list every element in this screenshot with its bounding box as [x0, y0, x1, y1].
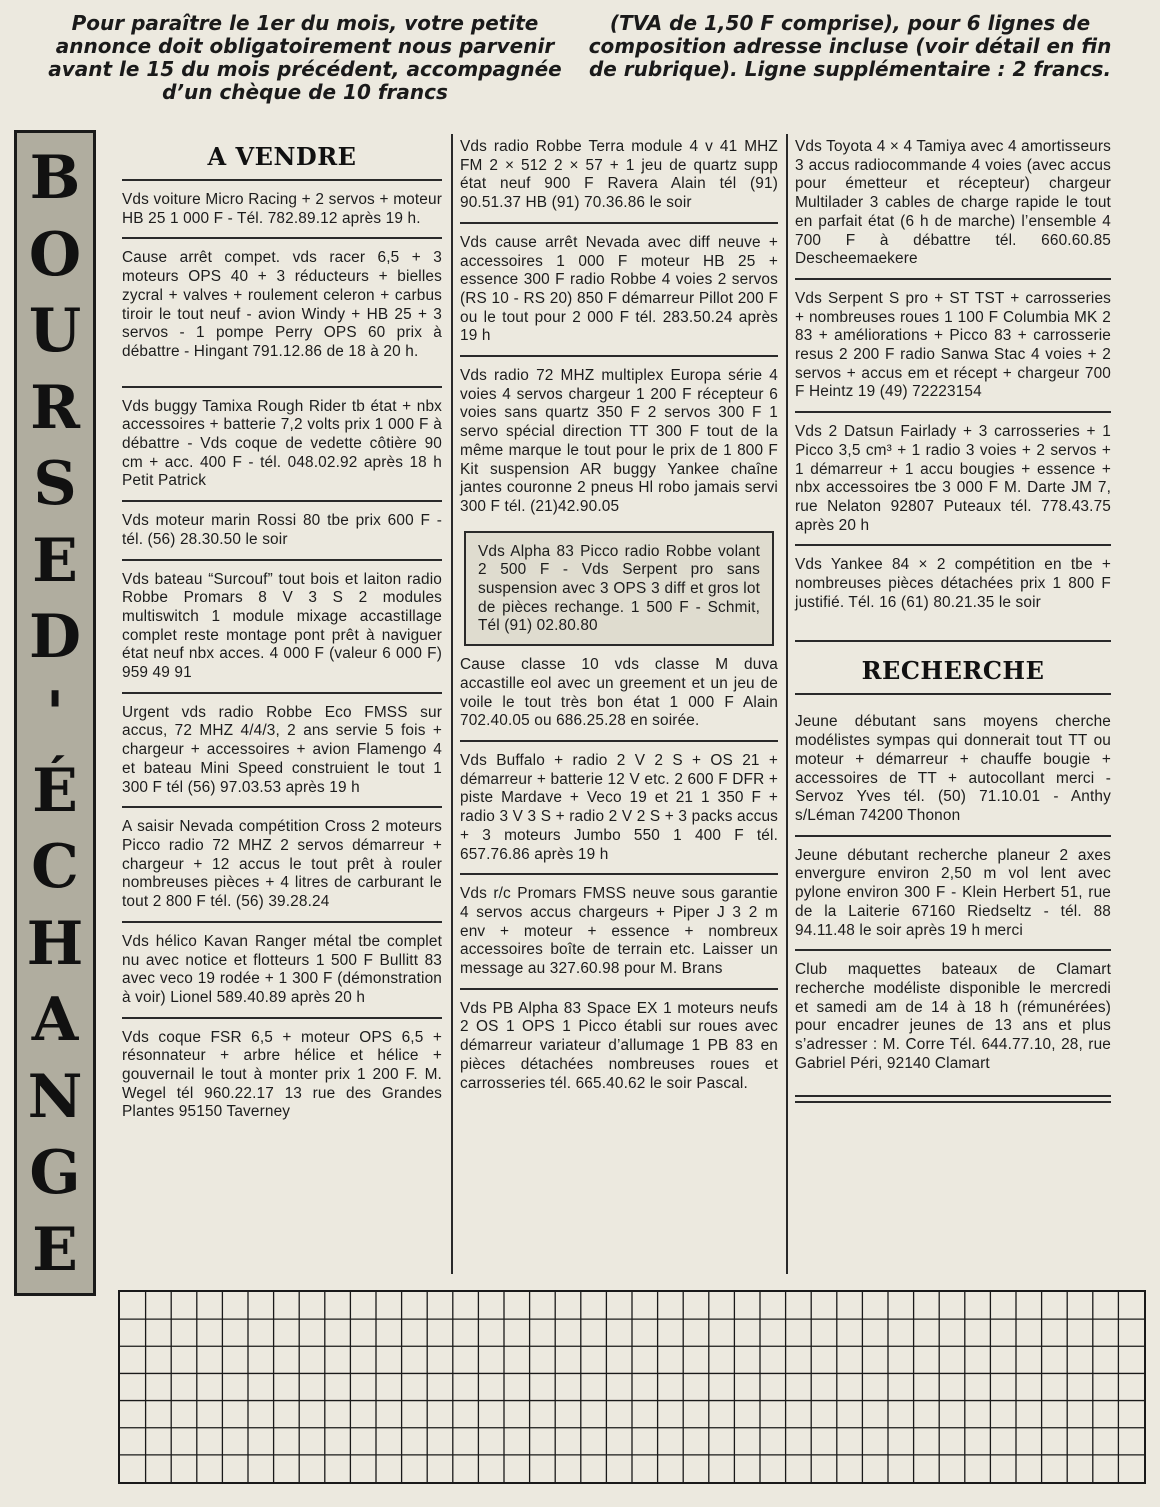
section-heading-recherche: RECHERCHE	[861, 656, 1045, 686]
separator	[460, 222, 778, 224]
column-divider	[786, 134, 788, 1274]
classified-ad: Cause classe 10 vds classe M duva accastille eol avec un greement et un jeu de voile le tout très bon état 1 000 F Alain 702.40.05 ou 686.25.28 en soirée.	[460, 656, 778, 730]
separator	[122, 500, 442, 502]
side-title-letter: A	[31, 985, 79, 1056]
classified-ad: Vds moteur marin Rossi 80 tbe prix 600 F - tél. (56) 28.30.50 le soir	[122, 512, 442, 548]
column-2	[460, 138, 778, 1093]
column-divider	[451, 134, 453, 1274]
classified-ad: Vds Alpha 83 Picco radio Robbe volant 2 500 F - Vds Serpent pro sans suspension avec 3 OPS 3 diff et gros lot de pièces rechange. 1 500 F - Schmit, Tél (91) 02.80.80	[478, 542, 760, 635]
classified-ad: Vds 2 Datsun Fairlady + 3 carrosseries + 1 Picco 3,5 cm³ + 1 radio 3 voies + 2 servos + 1 démarreur + 1 accu bougies + essence + nbx accessoires tbe 3 000 F M. Darte JM 7, rue Nelaton 92807 Puteaux tél. 778.43.75 après 20 h	[795, 423, 1111, 534]
classified-ad: Vds PB Alpha 83 Space EX 1 moteurs neufs 2 OS 1 OPS 1 Picco établi sur roues avec démarreur variateur d’allumage 1 PB 83 en pièces détachées nombreuses roues et carrosseries tél. 665.40.62 le soir Pascal.	[460, 999, 778, 1092]
framed-ad	[464, 531, 774, 647]
classified-ad: Vds Toyota 4 × 4 Tamiya avec 4 amortisseurs 3 accus radiocommande 4 voies (avec accus pour émetteur et récepteur) chargeur Multilader 3 cables de charge rapide le tout en parfait état (6 h de marche) l’ensemble 4 700 F à débattre tél. 660.60.85 Descheemaekere	[795, 138, 1111, 268]
side-title-letter: E	[32, 1214, 78, 1285]
separator	[795, 693, 1111, 695]
classified-ad: Vds radio 72 MHZ multiplex Europa série 4 voies 4 servos chargeur 1 200 F récepteur 6 voies sans quartz 350 F 2 servos 300 F 1 servo spécial direction TT 300 F tout de la même marque le tout pour le prix de 1 800 F Kit suspension AR buggy Yankee chaîne jantes couronne 2 pneus Hl robo jamais servi 300 F tél. (21)42.90.05	[460, 367, 778, 515]
grid-cells	[120, 1292, 1144, 1482]
entry-form-grid[interactable]	[118, 1290, 1146, 1484]
separator	[795, 411, 1111, 413]
section-heading-box	[795, 652, 1111, 691]
classified-ad: Vds r/c Promars FMSS neuve sous garantie 4 servos accus chargeurs + Piper J 3 2 m env + moteur + essence + nombreux accessoires boîte de terrain etc. Laisser un message au 327.60.98 pour M. Brans	[460, 885, 778, 978]
separator	[795, 835, 1111, 837]
separator	[460, 988, 778, 990]
intro-left: Pour paraître le 1er du mois, votre petite annonce doit obligatoirement nous parvenir avant le 15 du mois précédent, accompagnée d’un chèque de 10 francs	[48, 11, 562, 104]
side-title-letter: É	[32, 755, 78, 826]
double-rule	[795, 1095, 1111, 1097]
classified-ad: Jeune débutant sans moyens cherche modélistes sympas qui donnerait tout TT ou moteur + démarreur + chauffe bougie + accessoires de TT + autocollant merci - Servoz Yves tél. (50) 71.10.01 - Anthy s/Léman 74200 Thonon	[795, 713, 1111, 824]
classified-ad: Vds Buffalo + radio 2 V 2 S + OS 21 + démarreur + batterie 12 V etc. 2 600 F DFR + piste Mardave + Veco 19 et 21 1 350 F + radio 3 V 3 S + radio 2 V 2 S + 3 packs accus + 3 moteurs Jumbo 550 1 400 F tél. 657.76.86 après 19 h	[460, 751, 778, 863]
separator	[122, 179, 442, 181]
column-3	[795, 138, 1111, 1103]
classified-ad: Cause arrêt compet. vds racer 6,5 + 3 moteurs OPS 40 + 3 réducteurs + bielles zycral + valves + roulement celeron + carbus tiroir le tout neuf - avion Windy + HB 25 + 3 servos - 1 pompe Perry OPS 60 prix à débattre - Hingant 791.12.86 de 18 à 20 h.	[122, 249, 442, 360]
classified-ad: Club maquettes bateaux de Clamart recherche modéliste disponible le mercredi et samedi am de 14 à 18 h (rémunérées) pour encadrer jeunes de 13 ans et plus s’adresser : M. Corre Tél. 644.77.10, 28, rue Gabriel Péri, 92140 Clamart	[795, 961, 1111, 1072]
side-title-letter: U	[28, 296, 82, 367]
separator	[122, 1017, 442, 1019]
separator	[122, 921, 442, 923]
classified-ad: Vds coque FSR 6,5 + moteur OPS 6,5 + résonnateur + arbre hélice et hélice + gouvernail le tout à monter prix 1 200 F. M. Wegel tél 960.22.17 13 rue des Grandes Plantes 95150 Taverney	[122, 1028, 442, 1121]
side-title-letter: E	[32, 525, 78, 596]
separator	[795, 278, 1111, 280]
separator	[460, 873, 778, 875]
classified-ad: Vds bateau “Surcouf” tout bois et laiton radio Robbe Promars 8 V 3 S 2 modules multiswitch 1 module mixage accastillage complet reste montage pont prêt à naviguer état neuf nbx acces. 4 000 F (valeur 6 000 F) 959 49 91	[122, 570, 442, 682]
side-title-letter: '	[45, 678, 65, 749]
section-heading-box	[122, 138, 442, 177]
classified-ad: Vds Serpent S pro + ST TST + carrosseries + nombreuses roues 1 100 F Columbia MK 2 83 + améliorations + Picco 83 + carrosserie resus 2 200 F radio Sanwa Stac 4 voies + 2 servos + accus em et récept + chargeur 700 F Heintz 19 (49) 72223154	[795, 289, 1111, 401]
side-title-letter: G	[29, 1138, 81, 1209]
section-heading-a-vendre: A VENDRE	[207, 142, 357, 171]
separator	[122, 692, 442, 694]
side-title-letter: H	[26, 908, 84, 979]
column-1	[122, 138, 442, 1122]
separator	[122, 806, 442, 808]
side-title-letter: O	[28, 219, 82, 290]
separator	[460, 740, 778, 742]
classified-ad: Vds Yankee 84 × 2 compétition en tbe + nombreuses pièces détachées prix 1 800 F justifié. Tél. 16 (61) 80.21.35 le soir	[795, 556, 1111, 611]
classified-ad: A saisir Nevada compétition Cross 2 moteurs Picco radio 72 MHZ 2 servos démarreur + chargeur + 12 accus le tout prêt à rouler nombreuses pièces + 4 litres de carburant le tout 2 800 F tél. (56) 39.28.24	[122, 818, 442, 911]
side-title-letter: C	[31, 832, 79, 903]
classified-ad: Vds cause arrêt Nevada avec diff neuve + accessoires 1 000 F moteur HB 25 + essence 300 F radio Robbe 4 voies 2 servos (RS 10 - RS 20) 850 F démarreur Pillot 200 F ou le tout pour 2 000 F tél. 283.50.24 après 19 h	[460, 233, 778, 345]
intro-right: (TVA de 1,50 F comprise), pour 6 lignes de composition adresse incluse (voir détail en fin de rubrique). Ligne supplémentaire : 2 francs.	[588, 11, 1112, 81]
classified-ad: Vds buggy Tamixa Rough Rider tb état + nbx accessoires + batterie 7,2 volts prix 1 000 F à débattre - Vds coque de vedette côtière 90 cm + acc. 400 F - tél. 048.02.92 après 18 h Petit Patrick	[122, 397, 442, 490]
classified-ad: Vds hélico Kavan Ranger métal tbe complet nu avec notice et flotteurs 1 500 F Bullitt 83 avec veco 19 rodée + 1 300 F (démonstration à voir) Lionel 589.40.89 après 20 h	[122, 932, 442, 1006]
classified-ad: Jeune débutant recherche planeur 2 axes envergure environ 2,50 m vol lent avec pylone environ 300 F - Klein Herbert 51, rue de la Laiterie 67160 Riedseltz - tél. 88 94.11.48 le soir après 19 h merci	[795, 846, 1111, 939]
side-title-letter: S	[33, 449, 77, 520]
side-title-letter: N	[27, 1061, 83, 1132]
separator	[795, 640, 1111, 642]
side-title	[14, 130, 96, 1296]
side-title-letter: D	[28, 602, 82, 673]
separator	[122, 559, 442, 561]
separator	[122, 237, 442, 239]
classified-ad: Vds radio Robbe Terra module 4 v 41 MHZ FM 2 × 512 2 × 57 + 1 jeu de quartz supp état neuf 900 F Ravera Alain tél (91) 90.51.37 HB (91) 70.36.86 le soir	[460, 138, 778, 212]
separator	[460, 355, 778, 357]
separator	[795, 544, 1111, 546]
side-title-letter: B	[29, 143, 81, 213]
double-rule	[795, 1101, 1111, 1103]
classified-ad: Urgent vds radio Robbe Eco FMSS sur accus, 72 MHZ 4/4/3, 2 ans servie 5 fois + chargeur + accessoires + avion Flamengo 4 et bateau Mini Speed construient le tout 1 300 F tél (56) 97.03.53 après 19 h	[122, 703, 442, 796]
side-title-letter: R	[30, 372, 80, 443]
separator	[122, 386, 442, 388]
separator	[795, 949, 1111, 951]
classified-ad: Vds voiture Micro Racing + 2 servos + moteur HB 25 1 000 F - Tél. 782.89.12 après 19 h.	[122, 191, 442, 227]
